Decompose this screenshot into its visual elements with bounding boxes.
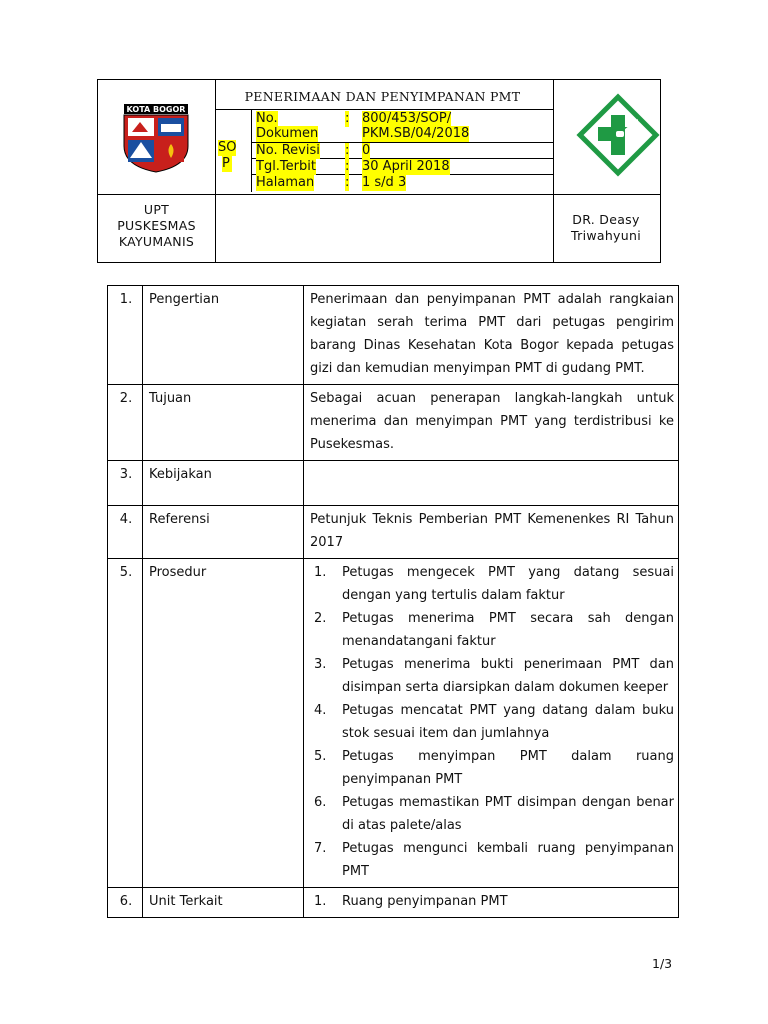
table-row [108,888,679,918]
row-label: Pengertian [143,286,304,385]
list-item [310,561,674,607]
logo-text: KOTA BOGOR [126,105,186,114]
list-item [310,607,674,653]
divider [215,80,216,262]
row-number: 2. [108,385,143,461]
org-line3: KAYUMANIS [118,234,195,249]
row-label: Kebijakan [143,461,304,506]
row-label: Prosedur [143,559,304,888]
no-revisi-label: No. Revisi [256,143,320,158]
row-number: 6. [108,888,143,918]
prosedur-steps [304,559,679,888]
sop-label-line1: SO [218,140,237,155]
row-number: 5. [108,559,143,888]
step-text: Petugas mengunci kembali ruang penyimpanan PMT [342,841,674,879]
sop-label-line2: P [222,156,232,172]
signer-line1: DR. Deasy [572,212,640,227]
row-label: Tujuan [143,385,304,461]
step-number: 2. [314,611,327,626]
list-item [310,653,674,699]
tujuan-text: Sebagai acuan penerapan langkah-langkah untuk menerima dan menyimpan PMT yang terdistribusi ke Pusekesmas. [304,385,679,461]
table-row [108,286,679,385]
step-text: Petugas menyimpan PMT dalam ruang penyimpanan PMT [342,749,674,787]
divider [251,109,252,192]
org-line2: PUSKESMAS [117,218,196,233]
table-row [108,559,679,888]
item-number: 1. [314,894,327,909]
puskesmas-logo [576,93,660,177]
colon: : [345,175,350,190]
list-item [310,837,674,883]
signer-name [550,212,662,244]
unit-terkait-list-cell [304,888,679,918]
step-text: Petugas mencatat PMT yang datang dalam buku stok sesuai item dan jumlahnya [342,703,674,741]
colon: : [345,143,350,158]
procedure-list [310,561,674,883]
list-item [310,890,674,913]
no-dokumen-value-2: PKM.SB/04/2018 [362,126,470,141]
step-number: 4. [314,703,327,718]
document-title: PENERIMAAN DAN PENYIMPANAN PMT [244,89,521,104]
row-number: 1. [108,286,143,385]
row-number: 4. [108,506,143,559]
unit-list [310,890,674,913]
step-text: Petugas memastikan PMT disimpan dengan benar di atas palete/alas [342,795,674,833]
row-label: Unit Terkait [143,888,304,918]
no-dokumen-value: 800/453/SOP/ [362,111,452,126]
sop-header [97,79,661,263]
referensi-text: Petunjuk Teknis Pemberian PMT Kemenenkes RI Tahun 2017 [304,506,679,559]
step-number: 3. [314,657,327,672]
halaman-value: 1 s/d 3 [362,175,407,190]
row-number: 3. [108,461,143,506]
kebijakan-text [304,461,679,506]
table-row [108,385,679,461]
step-text: Petugas mengecek PMT yang datang sesuai dengan yang tertulis dalam faktur [342,565,674,603]
no-revisi-value: 0 [362,143,371,158]
divider [215,109,553,110]
halaman-label: Halaman [256,175,315,190]
step-number: 1. [314,565,327,580]
item-text: Ruang penyimpanan PMT [342,894,508,909]
divider [98,194,660,195]
step-text: Petugas menerima PMT secara sah dengan menandatangani faktur [342,611,674,649]
signer-line2: Triwahyuni [571,228,641,243]
pengertian-text: Penerimaan dan penyimpanan PMT adalah rangkaian kegiatan serah terima PMT dari petugas pengirim barang Dinas Kesehatan Kota Bogor kepada petugas gizi dan kemudian menyimpan PMT di gudang PMT. [304,286,679,385]
table-row [108,461,679,506]
colon: : [345,159,350,174]
no-dokumen-label-2: Dokumen [256,126,319,141]
step-number: 6. [314,795,327,810]
sop-content-table [107,285,679,918]
page-number: 1/3 [652,956,673,971]
list-item [310,791,674,837]
tgl-terbit-value: 30 April 2018 [362,159,450,174]
organization-name [98,202,215,250]
tgl-terbit-label: Tgl.Terbit [256,159,316,174]
table-row [108,506,679,559]
org-line1: UPT [143,202,170,217]
kota-bogor-emblem-logo [120,102,192,174]
step-number: 5. [314,749,327,764]
list-item [310,699,674,745]
colon: : [345,111,350,126]
no-dokumen-label: No. [256,111,278,126]
row-label: Referensi [143,506,304,559]
step-text: Petugas menerima bukti penerimaan PMT dan disimpan serta diarsipkan dalam dokumen keeper [342,657,674,695]
list-item [310,745,674,791]
step-number: 7. [314,841,327,856]
